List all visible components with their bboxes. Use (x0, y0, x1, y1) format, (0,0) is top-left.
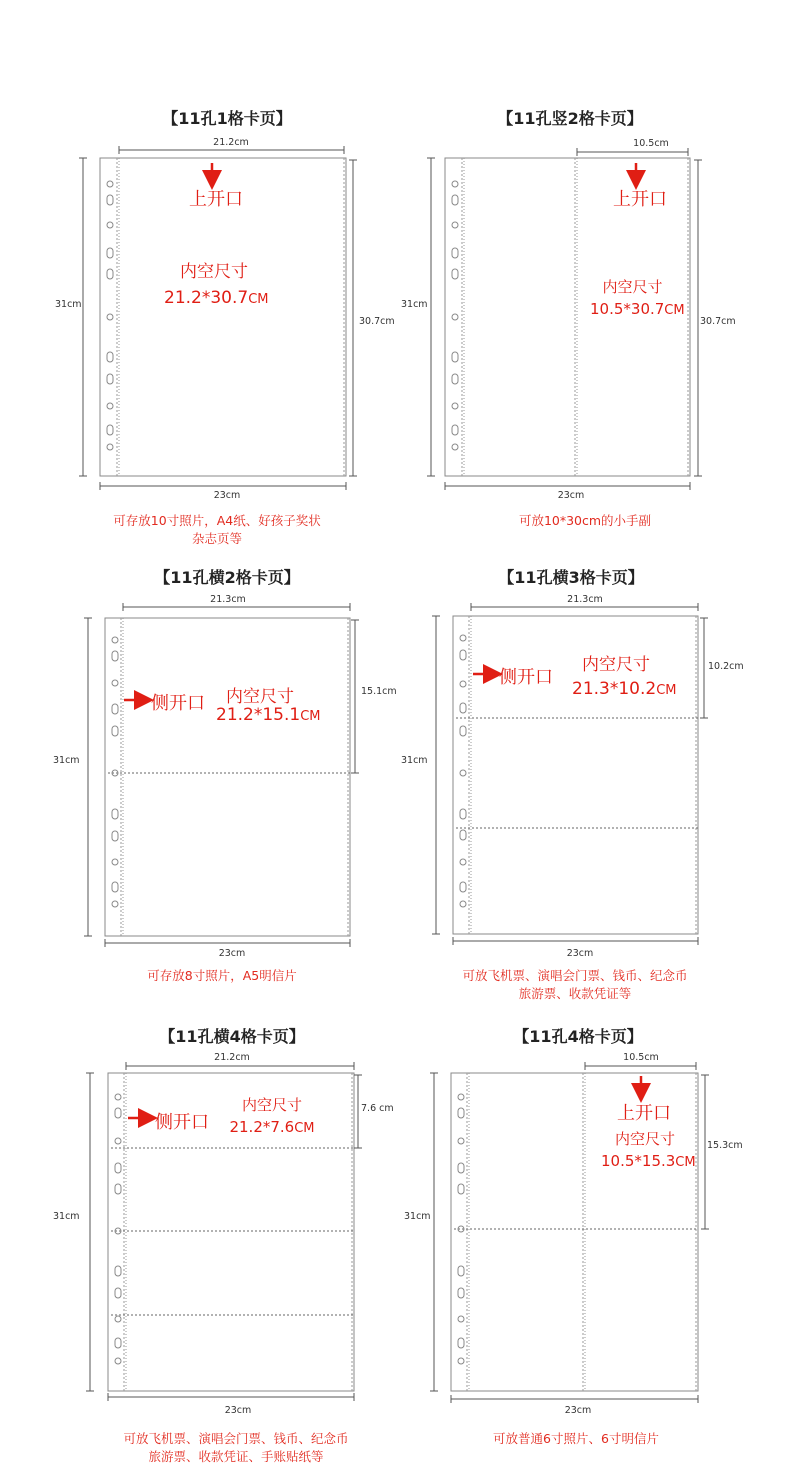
inner-size-horizontal-4grid (228, 1094, 316, 1140)
bottom-width-horizontal-3grid: 23cm (566, 948, 594, 959)
right-height-vertical-2grid: 30.7cm (700, 316, 736, 327)
left-height-horizontal-3grid: 31cm (401, 755, 428, 766)
caption-vertical-2grid (519, 512, 651, 530)
right-height-1grid: 30.7cm (359, 316, 395, 327)
caption-1grid (113, 512, 320, 548)
inner-size-unit: CM (675, 1155, 696, 1170)
inner-size-value: 21.2*15.1 (216, 705, 301, 725)
inner-size-value: 21.2*7.6 (229, 1118, 295, 1136)
top-width-horizontal-2grid: 21.3cm (210, 594, 246, 605)
inner-size-value: 10.5*30.7 (590, 300, 665, 318)
right-height-4grid: 15.3cm (707, 1140, 743, 1151)
top-width-4grid: 10.5cm (623, 1052, 659, 1063)
opening-label-4grid: 上开口 (617, 1103, 671, 1124)
left-height-4grid: 31cm (404, 1211, 431, 1222)
caption-horizontal-4grid (123, 1430, 348, 1466)
page-title-1grid: 【11孔1格卡页】 (162, 109, 292, 128)
opening-label-1grid: 上开口 (189, 189, 243, 210)
inner-size-value: 21.3*10.2 (572, 679, 657, 699)
left-height-horizontal-2grid: 31cm (53, 755, 80, 766)
caption-line: 旅游票、收款凭证等 (518, 986, 632, 1001)
page-title-4grid: 【11孔4格卡页】 (513, 1027, 643, 1046)
page-title-horizontal-2grid: 【11孔横2格卡页】 (154, 568, 300, 587)
bottom-width-horizontal-4grid: 23cm (224, 1405, 252, 1416)
caption-line: 旅游票、收款凭证、手账贴纸等 (148, 1449, 324, 1464)
inner-size-unit: CM (294, 1121, 315, 1136)
bottom-width-horizontal-2grid: 23cm (218, 948, 246, 959)
caption-horizontal-3grid (462, 967, 687, 1003)
left-height-1grid: 31cm (55, 299, 82, 310)
inner-size-value: 21.2*30.7 (164, 288, 249, 308)
inner-label: 内空尺寸 (582, 655, 650, 675)
bottom-width-4grid: 23cm (564, 1405, 592, 1416)
opening-label-horizontal-2grid: 侧开口 (151, 693, 205, 714)
sleeve-horizontal-4grid (86, 1062, 362, 1401)
bottom-width-vertical-2grid: 23cm (557, 490, 585, 501)
right-height-horizontal-2grid: 15.1cm (361, 686, 397, 697)
caption-line: 杂志页等 (191, 531, 243, 546)
page-title-vertical-2grid: 【11孔竖2格卡页】 (497, 109, 643, 128)
caption-line: 可存放8寸照片，A5明信片 (147, 968, 297, 983)
opening-label-horizontal-3grid: 侧开口 (499, 667, 553, 688)
caption-line: 可放飞机票、演唱会门票、钱币、纪念币 (462, 968, 688, 983)
top-width-1grid: 21.2cm (213, 137, 249, 148)
page-title-horizontal-4grid: 【11孔横4格卡页】 (159, 1027, 305, 1046)
sleeve-horizontal-2grid (84, 603, 359, 947)
inner-size-vertical-2grid (590, 276, 685, 322)
right-height-horizontal-4grid: 7.6 cm (361, 1103, 394, 1114)
bottom-width-1grid: 23cm (213, 490, 241, 501)
inner-label: 内空尺寸 (602, 278, 663, 296)
caption-horizontal-2grid (147, 967, 296, 985)
inner-label: 内空尺寸 (241, 1096, 302, 1114)
inner-size-unit: CM (664, 303, 685, 318)
caption-line: 可存放10寸照片，A4纸、好孩子奖状 (113, 513, 321, 528)
inner-label: 内空尺寸 (226, 687, 294, 707)
top-width-vertical-2grid: 10.5cm (633, 138, 669, 149)
inner-size-unit: CM (300, 709, 321, 724)
right-height-horizontal-3grid: 10.2cm (708, 661, 744, 672)
caption-line: 可放10*30cm的小手副 (518, 513, 652, 528)
inner-size-unit: CM (656, 683, 677, 698)
page-title-horizontal-3grid: 【11孔横3格卡页】 (498, 568, 644, 587)
top-width-horizontal-4grid: 21.2cm (214, 1052, 250, 1063)
inner-size-value: 10.5*15.3 (601, 1152, 676, 1170)
caption-line: 可放普通6寸照片、6寸明信片 (493, 1431, 659, 1446)
inner-size-4grid (601, 1128, 696, 1174)
sleeve-horizontal-3grid (432, 603, 708, 945)
caption-line: 可放飞机票、演唱会门票、钱币、纪念币 (123, 1431, 349, 1446)
inner-label: 内空尺寸 (614, 1130, 675, 1148)
opening-label-vertical-2grid: 上开口 (613, 189, 667, 210)
inner-size-horizontal-3grid (572, 652, 677, 704)
inner-size-unit: CM (248, 292, 269, 307)
opening-label-horizontal-4grid: 侧开口 (155, 1112, 209, 1133)
inner-label: 内空尺寸 (180, 262, 248, 282)
inner-size-1grid (164, 259, 269, 313)
caption-4grid (493, 1430, 659, 1448)
top-width-horizontal-3grid: 21.3cm (567, 594, 603, 605)
left-height-vertical-2grid: 31cm (401, 299, 428, 310)
inner-size-horizontal-2grid (216, 684, 321, 730)
left-height-horizontal-4grid: 31cm (53, 1211, 80, 1222)
